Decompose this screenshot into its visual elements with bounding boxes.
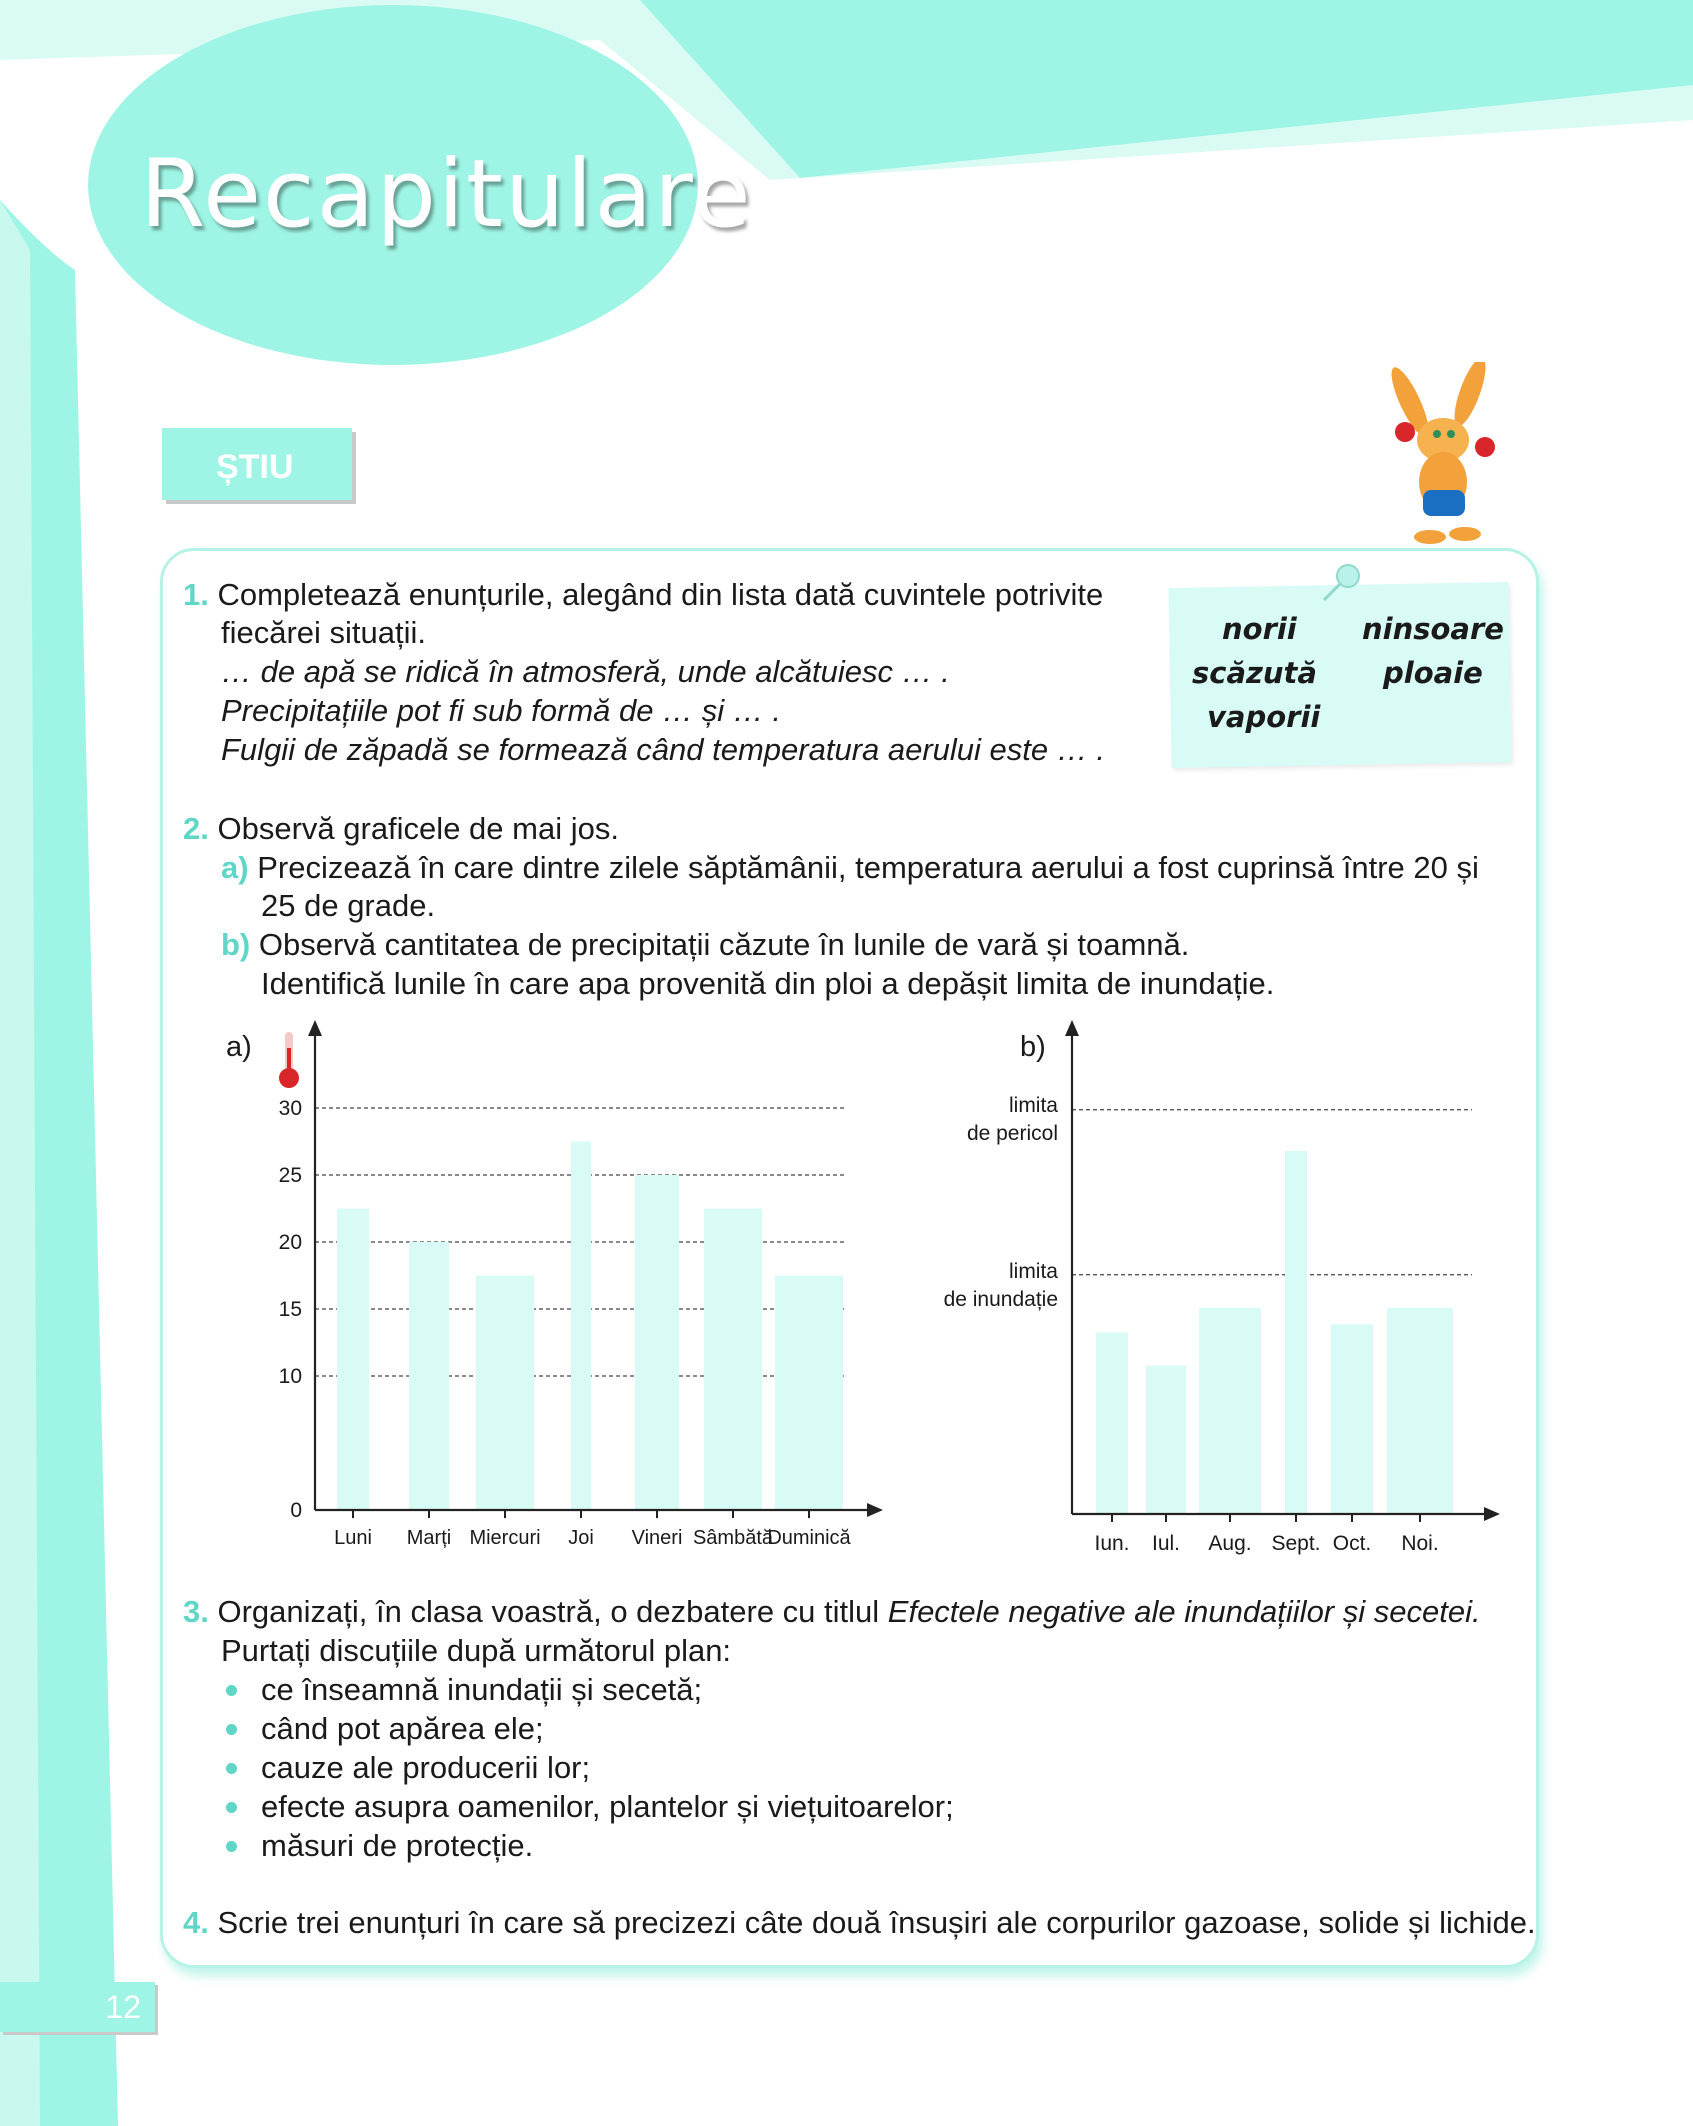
x-tick-label: Vineri [631, 1527, 683, 1549]
plan-item: măsuri de protecție. [261, 1828, 534, 1863]
plan-item: efecte asupra oamenilor, plantelor și viețuitoarelor; [261, 1789, 954, 1824]
word-norii: norii [1222, 612, 1297, 646]
precipitation-bar [1199, 1308, 1261, 1514]
x-tick-label: Luni [334, 1527, 372, 1549]
x-tick-label: Marți [406, 1527, 452, 1549]
temperature-chart [255, 1020, 895, 1560]
x-tick-label: Joi [568, 1527, 594, 1549]
x-tick-label: Miercuri [469, 1527, 541, 1549]
temperature-bar [409, 1242, 449, 1510]
x-tick-label: Noi. [1401, 1532, 1439, 1555]
x-tick-label: Duminică [767, 1527, 851, 1549]
ex3-line1: 3. Organizați, în clasa voastră, o dezbatere cu titlul Efectele negative ale inundațiilor și secetei. [183, 1594, 1481, 1629]
precipitation-bar [1096, 1333, 1128, 1515]
precipitation-bar [1387, 1308, 1453, 1514]
temperature-bar [337, 1209, 369, 1511]
ex1-line5: Fulgii de zăpadă se formează când temperatura aerului este … . [221, 732, 1105, 767]
bullet-dot [226, 1685, 237, 1696]
precipitation-bar [1331, 1324, 1373, 1514]
ex4-number: 4. [183, 1905, 209, 1940]
flood-label-line1: limita [1008, 1260, 1058, 1283]
danger-label-line1: limita [1008, 1094, 1058, 1117]
precipitation-chart [1060, 1020, 1520, 1560]
y-tick-label: 15 [278, 1298, 302, 1321]
y-tick-label: 25 [278, 1164, 302, 1187]
plan-item: când pot apărea ele; [261, 1711, 544, 1746]
page-title: Recapitulare [140, 140, 753, 249]
ex1-line4: Precipitațiile pot fi sub formă de … și … . [221, 693, 781, 728]
y-tick-label: 20 [278, 1231, 302, 1254]
x-axis-arrow [1484, 1507, 1500, 1521]
y-tick-label: 0 [290, 1499, 302, 1522]
pushpin-icon [1318, 560, 1364, 606]
ex3-line2: Purtați discuțiile după următorul plan: [221, 1633, 732, 1668]
bullet-dot [226, 1802, 237, 1813]
temperature-bar [476, 1276, 534, 1511]
section-tab [162, 428, 352, 500]
ex2-line1: 2. Observă graficele de mai jos. [183, 811, 619, 846]
ex1-number: 1. [183, 577, 209, 612]
page-number: 12 [105, 1989, 141, 2025]
section-tab-label: ȘTIU [216, 448, 294, 486]
x-tick-label: Aug. [1208, 1532, 1252, 1555]
precipitation-bar [1285, 1151, 1307, 1514]
bullet-dot [226, 1763, 237, 1774]
debate-title: Efectele negative ale inundațiilor și secetei. [887, 1594, 1481, 1629]
chart-a-label: a) [226, 1031, 252, 1063]
x-tick-label: Iul. [1151, 1532, 1181, 1555]
temperature-bar [775, 1276, 843, 1511]
word-vaporii: vaporii [1207, 700, 1321, 734]
x-tick-label: Oct. [1332, 1532, 1372, 1555]
ex1-line3: … de apă se ridică în atmosferă, unde alcătuiesc … . [221, 654, 950, 689]
x-tick-label: Iun. [1094, 1532, 1130, 1555]
y-tick-label: 10 [278, 1365, 302, 1388]
bullet-dot [226, 1841, 237, 1852]
word-ninsoare: ninsoare [1362, 612, 1504, 646]
plan-item: ce înseamnă inundații și secetă; [261, 1672, 703, 1707]
y-axis-arrow [1065, 1020, 1079, 1036]
temperature-bar [635, 1175, 679, 1510]
ex2-a-line2: 25 de grade. [261, 888, 436, 923]
ex4-line: 4. Scrie trei enunțuri în care să precizezi câte două însușiri ale corpurilor gazoase, solide și lichide. [183, 1905, 1536, 1940]
flood-label-line2: de inundație [943, 1288, 1058, 1311]
temperature-bar [704, 1209, 762, 1511]
y-tick-label: 30 [278, 1097, 302, 1120]
temperature-bar [571, 1142, 591, 1511]
y-axis-arrow [308, 1020, 322, 1036]
ex2-b-line1: b) Observă cantitatea de precipitații căzute în lunile de vară și toamnă. [221, 927, 1190, 962]
ex1-line1: 1. Completează enunțurile, alegând din lista dată cuvintele potrivite [183, 577, 1104, 612]
ex2-a-line1: a) Precizează în care dintre zilele săptămânii, temperatura aerului a fost cuprinsă între 20 și [221, 850, 1479, 885]
x-tick-label: Sâmbătă [692, 1527, 774, 1549]
chart-b-label: b) [1020, 1031, 1046, 1063]
danger-label-line2: de pericol [966, 1122, 1058, 1145]
rabbit-mascot-icon [1385, 362, 1505, 552]
bullet-dot [226, 1724, 237, 1735]
ex3-number: 3. [183, 1594, 209, 1629]
page-number-tab [0, 1982, 155, 2032]
plan-item: cauze ale producerii lor; [261, 1750, 591, 1785]
ex1-line2: fiecărei situații. [221, 615, 427, 650]
word-ploaie: ploaie [1383, 656, 1483, 690]
ex2-number: 2. [183, 811, 209, 846]
x-tick-label: Sept. [1271, 1532, 1321, 1555]
ex2-b-line2: Identifică lunile în care apa provenită din ploi a depășit limita de inundație. [261, 966, 1275, 1001]
precipitation-bar [1146, 1366, 1186, 1515]
word-scazuta: scăzută [1192, 656, 1317, 690]
x-axis-arrow [867, 1503, 883, 1517]
